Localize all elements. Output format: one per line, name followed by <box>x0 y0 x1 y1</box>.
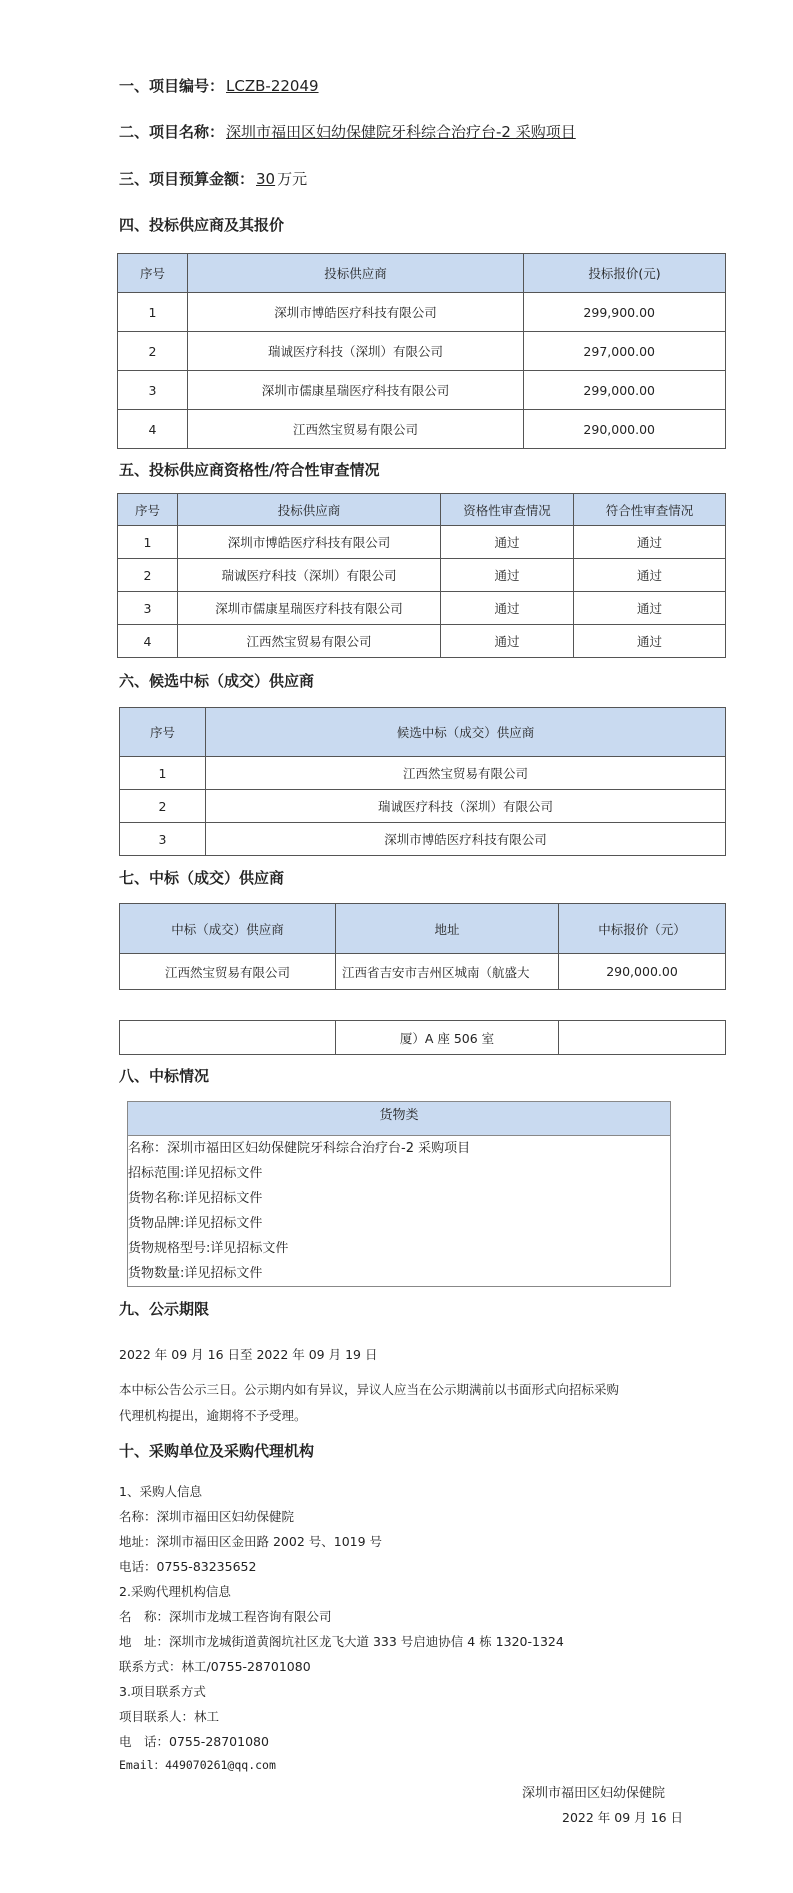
table-cell: 4 <box>118 625 178 658</box>
table-row <box>118 371 726 410</box>
table-cell: 瑞诚医疗科技（深圳）有限公司 <box>188 332 524 371</box>
purchaser-address: 地址：深圳市福田区金田路 2002 号、1019 号 <box>119 1534 383 1549</box>
table-cell: 江西然宝贸易有限公司 <box>120 954 336 990</box>
table-header: 投标供应商 <box>188 254 524 293</box>
contact-heading: 3.项目联系方式 <box>119 1684 206 1699</box>
table-cell: 3 <box>118 592 178 625</box>
purchaser-heading: 1、采购人信息 <box>119 1484 202 1499</box>
table-cell: 瑞诚医疗科技（深圳）有限公司 <box>178 559 441 592</box>
table-cell: 通过 <box>574 592 726 625</box>
candidate-table <box>119 707 726 856</box>
purchaser-name: 名称：深圳市福田区妇幼保健院 <box>119 1509 295 1524</box>
table-cell: 1 <box>120 757 206 790</box>
table-cell: 深圳市博皓医疗科技有限公司 <box>178 526 441 559</box>
table-cell: 江西省吉安市吉州区城南（航盛大 <box>336 954 559 990</box>
section-4-title: 四、投标供应商及其报价 <box>119 216 285 234</box>
table-header: 资格性审查情况 <box>441 494 574 526</box>
table-row <box>120 954 726 990</box>
table-header: 地址 <box>336 904 559 954</box>
table-row <box>120 1021 726 1055</box>
section-10-title: 十、采购单位及采购代理机构 <box>119 1442 315 1460</box>
agency-address: 地 址：深圳市龙城街道黄阁坑社区龙飞大道 333 号启迪协信 4 栋 1320-1324 <box>119 1634 564 1649</box>
table-row <box>120 757 726 790</box>
table-cell: 290,000.00 <box>559 954 726 990</box>
table-cell: 深圳市博皓医疗科技有限公司 <box>206 823 726 856</box>
notice-period: 2022 年 09 月 16 日至 2022 年 09 月 19 日 <box>119 1347 378 1362</box>
goods-box-header: 货物类 <box>128 1102 670 1136</box>
contact-person: 项目联系人：林工 <box>119 1709 220 1724</box>
table-cell: 3 <box>118 371 188 410</box>
goods-line: 货物规格型号:详见招标文件 <box>128 1241 289 1256</box>
purchaser-phone: 电话：0755-83235652 <box>119 1559 257 1574</box>
table-row <box>118 526 726 559</box>
table-cell: 299,000.00 <box>524 371 726 410</box>
winner-table-continued <box>119 1020 726 1055</box>
table-row <box>118 293 726 332</box>
table-cell: 江西然宝贸易有限公司 <box>206 757 726 790</box>
project-name-value: 深圳市福田区妇幼保健院牙科综合治疗台-2 采购项目 <box>226 123 576 141</box>
table-cell: 瑞诚医疗科技（深圳）有限公司 <box>206 790 726 823</box>
qualification-table <box>117 493 726 658</box>
table-header: 序号 <box>118 254 188 293</box>
notice-text: 代理机构提出，逾期将不予受理。 <box>119 1408 307 1423</box>
table-header: 投标报价(元) <box>524 254 726 293</box>
section-7-title: 七、中标（成交）供应商 <box>119 869 285 887</box>
goods-line: 货物名称:详见招标文件 <box>128 1191 263 1206</box>
bid-price-table <box>117 253 726 449</box>
table-cell: 通过 <box>574 526 726 559</box>
agency-heading: 2.采购代理机构信息 <box>119 1584 231 1599</box>
footer-org: 深圳市福田区妇幼保健院 <box>522 1786 666 1801</box>
table-header: 序号 <box>120 708 206 757</box>
table-cell: 2 <box>118 332 188 371</box>
table-cell: 深圳市儒康星瑞医疗科技有限公司 <box>178 592 441 625</box>
table-cell: 通过 <box>441 526 574 559</box>
table-header: 中标报价（元） <box>559 904 726 954</box>
contact-phone: 电 话：0755-28701080 <box>119 1734 269 1749</box>
table-header: 符合性审查情况 <box>574 494 726 526</box>
goods-line: 货物品牌:详见招标文件 <box>128 1216 263 1231</box>
project-number-value: LCZB-22049 <box>226 77 319 95</box>
section-8-title: 八、中标情况 <box>119 1067 210 1085</box>
table-header: 序号 <box>118 494 178 526</box>
notice-text: 本中标公告公示三日。公示期内如有异议，异议人应当在公示期满前以书面形式向招标采购 <box>119 1382 620 1397</box>
table-cell: 299,900.00 <box>524 293 726 332</box>
contact-email: Email：449070261@qq.com <box>119 1758 276 1772</box>
agency-contact: 联系方式：林工/0755-28701080 <box>119 1659 311 1674</box>
table-row <box>120 823 726 856</box>
table-row <box>118 410 726 449</box>
table-cell: 深圳市博皓医疗科技有限公司 <box>188 293 524 332</box>
table-header: 中标（成交）供应商 <box>120 904 336 954</box>
table-row <box>118 332 726 371</box>
table-header: 投标供应商 <box>178 494 441 526</box>
project-budget: 三、项目预算金额： 30 万元 <box>119 170 308 188</box>
section-6-title: 六、候选中标（成交）供应商 <box>119 672 315 690</box>
table-cell: 1 <box>118 526 178 559</box>
section-5-title: 五、投标供应商资格性/符合性审查情况 <box>119 461 380 479</box>
project-name: 二、项目名称： 深圳市福田区妇幼保健院牙科综合治疗台-2 采购项目 <box>119 123 576 141</box>
table-cell: 深圳市儒康星瑞医疗科技有限公司 <box>188 371 524 410</box>
table-cell: 3 <box>120 823 206 856</box>
table-cell <box>559 1021 726 1055</box>
table-row <box>118 625 726 658</box>
table-row <box>118 592 726 625</box>
table-cell: 297,000.00 <box>524 332 726 371</box>
goods-line: 货物数量:详见招标文件 <box>128 1266 263 1281</box>
table-row <box>120 790 726 823</box>
winner-table <box>119 903 726 990</box>
table-header: 候选中标（成交）供应商 <box>206 708 726 757</box>
table-cell: 通过 <box>574 559 726 592</box>
table-cell: 290,000.00 <box>524 410 726 449</box>
table-cell: 通过 <box>441 559 574 592</box>
goods-info-box <box>127 1101 671 1287</box>
table-cell: 2 <box>118 559 178 592</box>
table-cell: 江西然宝贸易有限公司 <box>188 410 524 449</box>
table-cell: 厦）A 座 506 室 <box>336 1021 559 1055</box>
table-cell: 4 <box>118 410 188 449</box>
goods-line: 招标范围:详见招标文件 <box>128 1166 263 1181</box>
table-cell: 通过 <box>441 592 574 625</box>
table-cell: 通过 <box>574 625 726 658</box>
budget-value: 30 <box>256 170 276 188</box>
table-row <box>118 559 726 592</box>
goods-line: 名称：深圳市福田区妇幼保健院牙科综合治疗台-2 采购项目 <box>128 1141 471 1156</box>
table-cell <box>120 1021 336 1055</box>
agency-name: 名 称：深圳市龙城工程咨询有限公司 <box>119 1609 332 1624</box>
section-9-title: 九、公示期限 <box>119 1300 210 1318</box>
table-cell: 2 <box>120 790 206 823</box>
table-cell: 1 <box>118 293 188 332</box>
footer-date: 2022 年 09 月 16 日 <box>562 1810 683 1825</box>
project-number: 一、项目编号： LCZB-22049 <box>119 77 319 95</box>
table-cell: 江西然宝贸易有限公司 <box>178 625 441 658</box>
table-cell: 通过 <box>441 625 574 658</box>
